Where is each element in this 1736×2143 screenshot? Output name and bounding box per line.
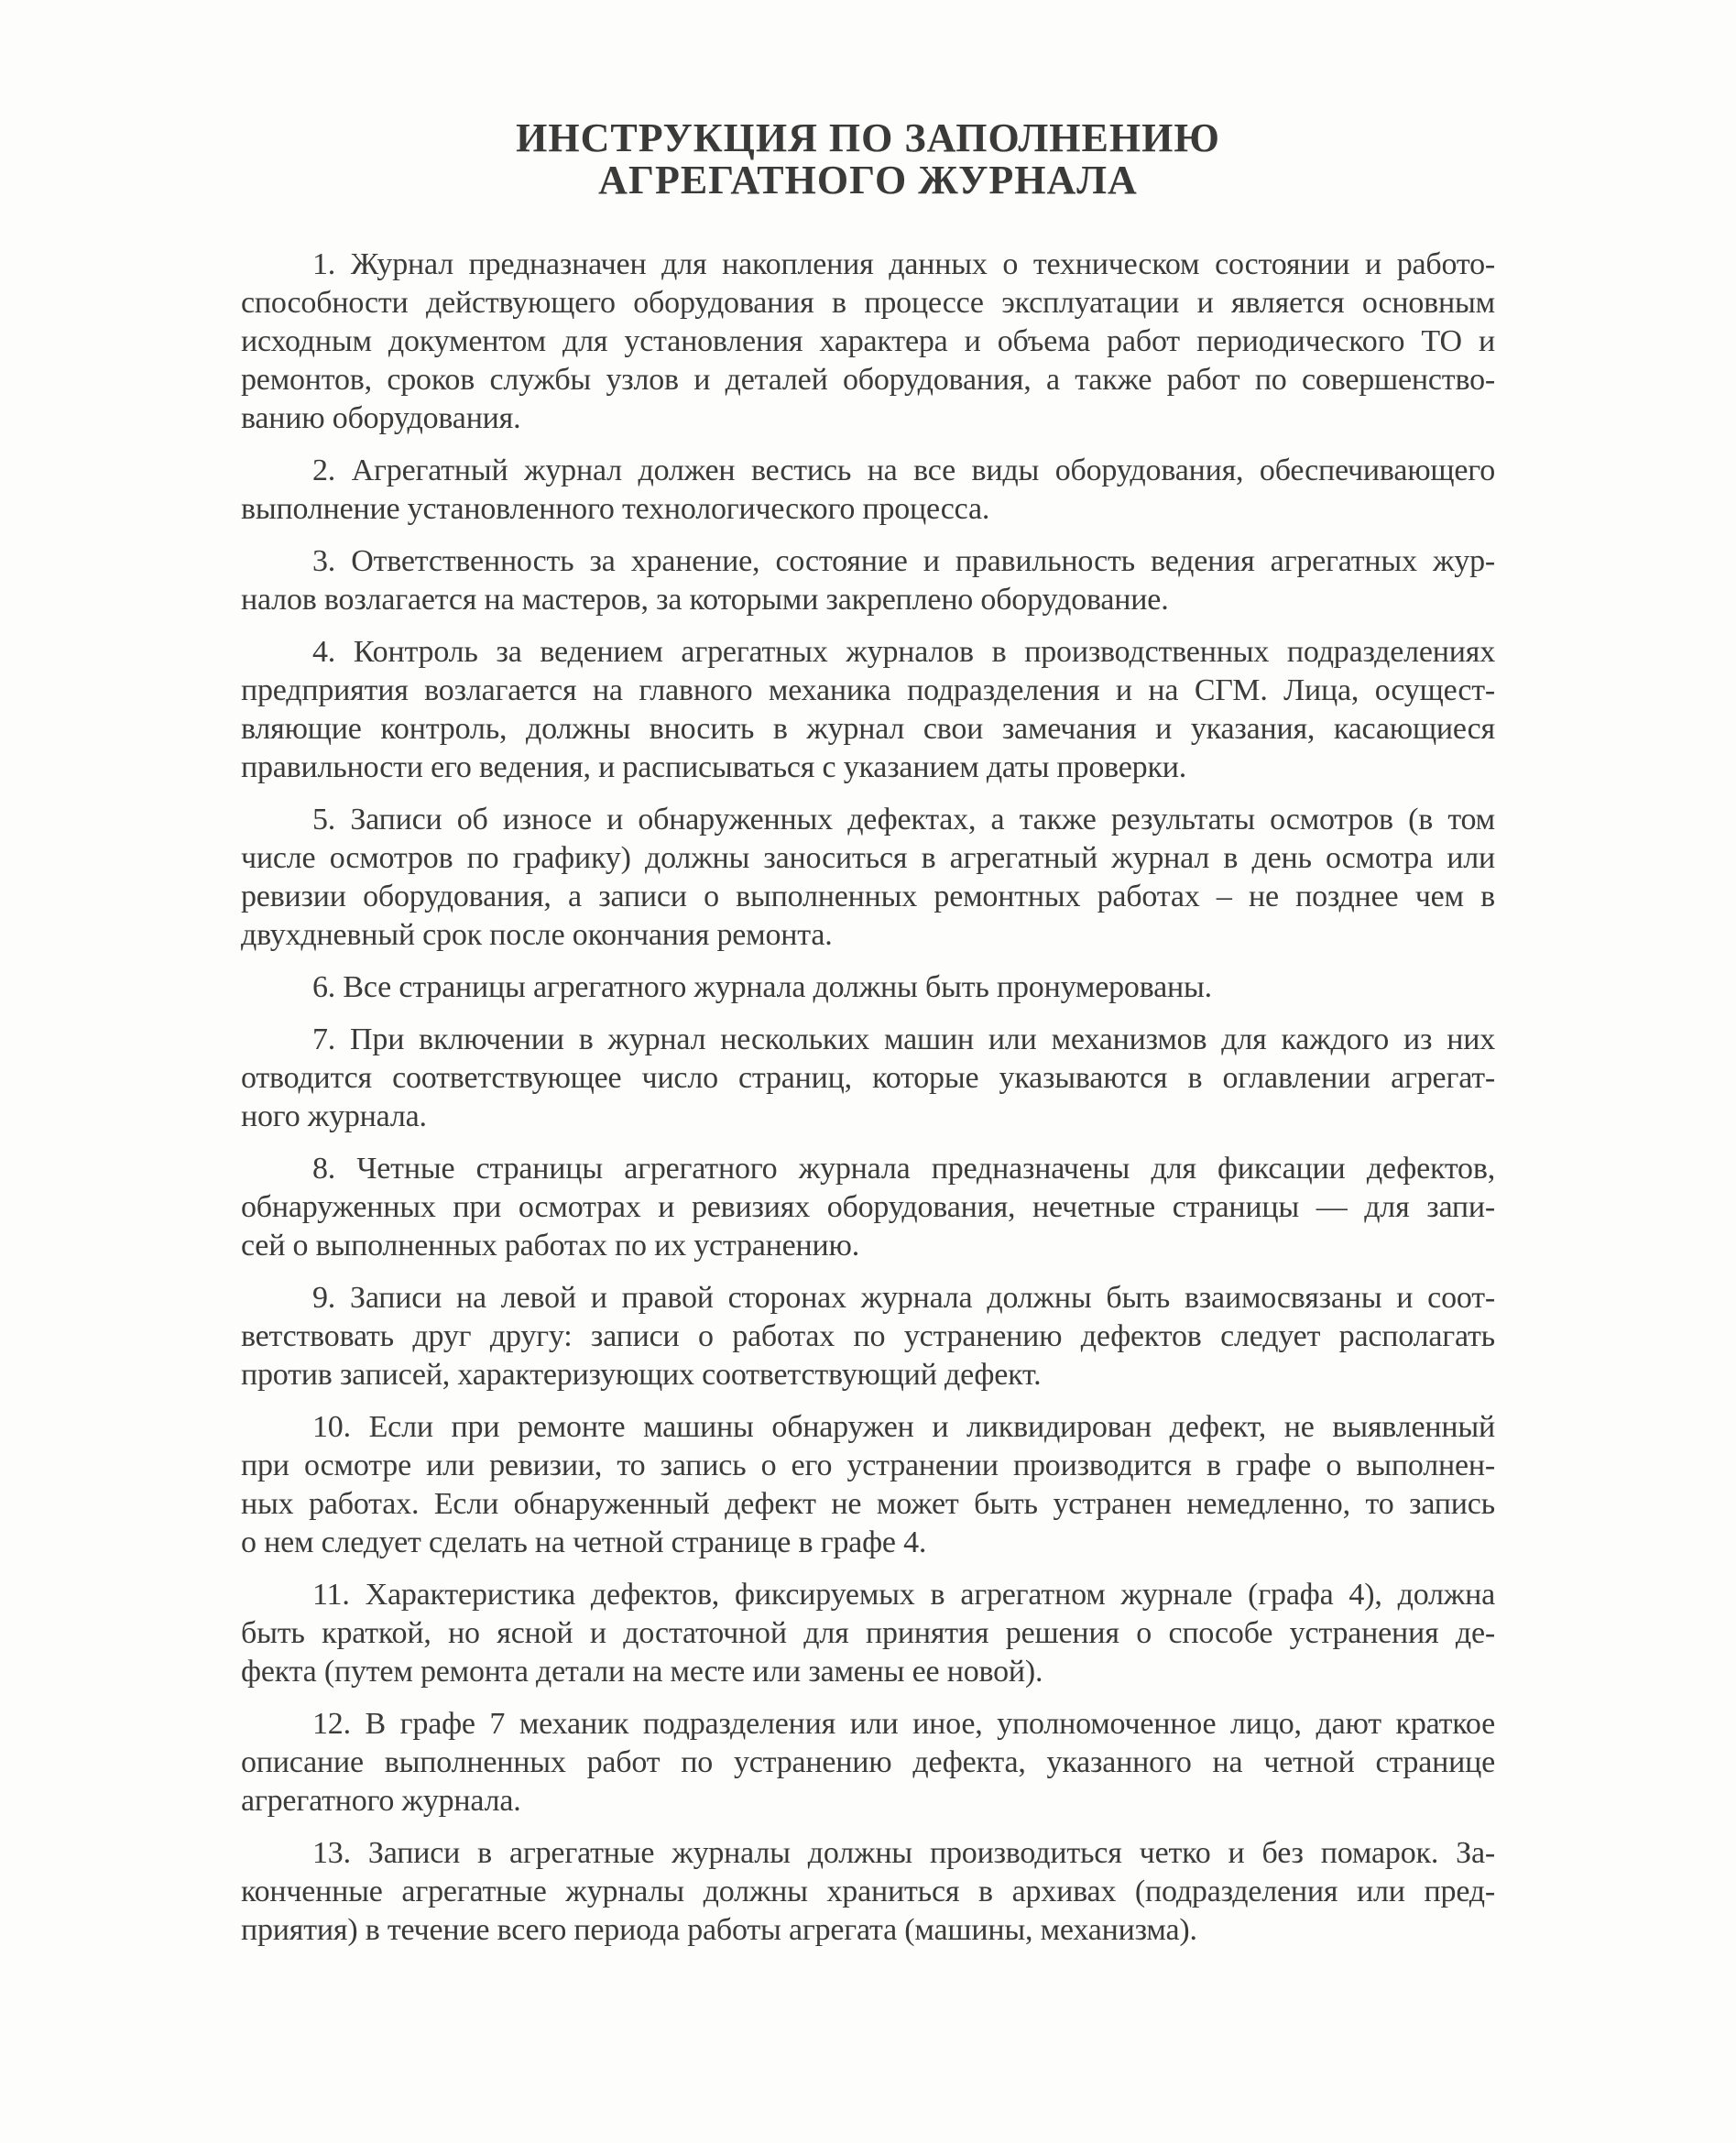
text-line: ремонтов, сроков службы узлов и деталей оборудования, а также работ по совершенство- bbox=[241, 363, 1495, 397]
text-line: 10. Если при ремонте машины обнаружен и ликвидирован дефект, не выявленный bbox=[312, 1410, 1495, 1444]
title-line-2: АГРЕГАТНОГО ЖУРНАЛА bbox=[598, 158, 1138, 202]
text-line: выполнение установленного технологического процесса. bbox=[241, 492, 990, 526]
paragraph-9 bbox=[241, 1279, 1495, 1394]
text-line: конченные агрегатные журналы должны храниться в архивах (подразделения или пред- bbox=[241, 1875, 1495, 1908]
text-line: вляющие контроль, должны вносить в журнал свои замечания и указания, касающиеся bbox=[241, 712, 1495, 746]
text-line: 3. Ответственность за хранение, состояние и правильность ведения агрегатных жур- bbox=[312, 544, 1495, 578]
paragraph-5 bbox=[241, 801, 1495, 955]
text-line: агрегатного журнала. bbox=[241, 1784, 521, 1818]
paragraph-6 bbox=[241, 968, 1495, 1007]
paragraph-11 bbox=[241, 1576, 1495, 1691]
text-line: двухдневный срок после окончания ремонта. bbox=[241, 918, 833, 952]
text-line: 2. Агрегатный журнал должен вестись на все виды оборудования, обеспечивающего bbox=[312, 454, 1495, 487]
text-line: 11. Характеристика дефектов, фиксируемых в агрегатном журнале (графа 4), должна bbox=[312, 1578, 1495, 1612]
paragraph-7 bbox=[241, 1021, 1495, 1136]
text-line: обнаруженных при осмотрах и ревизиях оборудования, нечетные страницы — для запи- bbox=[241, 1190, 1495, 1224]
text-line: приятия) в течение всего периода работы агрегата (машины, механизма). bbox=[241, 1913, 1197, 1947]
paragraph-8 bbox=[241, 1150, 1495, 1265]
document-body bbox=[241, 246, 1495, 1950]
text-line: 4. Контроль за ведением агрегатных журналов в производственных подразделениях bbox=[312, 635, 1495, 669]
text-line: 7. При включении в журнал нескольких машин или механизмов для каждого из них bbox=[312, 1022, 1495, 1056]
text-line: фекта (путем ремонта детали на месте или замены ее новой). bbox=[241, 1655, 1043, 1689]
text-line: описание выполненных работ по устранению дефекта, указанного на четной странице bbox=[241, 1745, 1495, 1779]
paragraph-10 bbox=[241, 1408, 1495, 1562]
text-line: ных работах. Если обнаруженный дефект не может быть устранен немедленно, то запись bbox=[241, 1487, 1495, 1521]
text-line: правильности его ведения, и расписываться с указанием даты проверки. bbox=[241, 750, 1187, 784]
text-line: сей о выполненных работах по их устранению. bbox=[241, 1229, 860, 1263]
paragraph-2 bbox=[241, 452, 1495, 529]
paragraph-1 bbox=[241, 246, 1495, 438]
text-line: предприятия возлагается на главного механика подразделения и на СГМ. Лица, осущест- bbox=[241, 673, 1495, 707]
text-line: 8. Четные страницы агрегатного журнала предназначены для фиксации дефектов, bbox=[312, 1152, 1495, 1186]
text-line: 1. Журнал предназначен для накопления данных о техническом состоянии и работо- bbox=[312, 247, 1495, 281]
text-line: 12. В графе 7 механик подразделения или иное, уполномоченное лицо, дают краткое bbox=[312, 1707, 1495, 1741]
text-line: ревизии оборудования, а записи о выполненных ремонтных работах – не позднее чем в bbox=[241, 880, 1495, 913]
title-line-1: ИНСТРУКЦИЯ ПО ЗАПОЛНЕНИЮ bbox=[516, 115, 1220, 160]
paragraph-4 bbox=[241, 633, 1495, 787]
text-line: способности действующего оборудования в процессе эксплуатации и является основным bbox=[241, 286, 1495, 320]
text-line: 13. Записи в агрегатные журналы должны производиться четко и без помарок. За- bbox=[312, 1836, 1495, 1870]
text-line: быть краткой, но ясной и достаточной для принятия решения о способе устранения де- bbox=[241, 1616, 1495, 1650]
paragraph-3 bbox=[241, 542, 1495, 619]
text-line: против записей, характеризующих соответствующий дефект. bbox=[241, 1358, 1042, 1392]
text-line: ветствовать друг другу: записи о работах по устранению дефектов следует располагать bbox=[241, 1319, 1495, 1353]
paragraph-13 bbox=[241, 1834, 1495, 1950]
text-line: числе осмотров по графику) должны заноситься в агрегатный журнал в день осмотра или bbox=[241, 841, 1495, 875]
text-line: 9. Записи на левой и правой сторонах журнала должны быть взаимосвязаны и соот- bbox=[312, 1281, 1495, 1315]
text-line: отводится соответствующее число страниц, которые указываются в оглавлении агрегат- bbox=[241, 1061, 1495, 1095]
text-line: ного журнала. bbox=[241, 1099, 427, 1133]
paragraph-12 bbox=[241, 1705, 1495, 1820]
text-line: 5. Записи об износе и обнаруженных дефектах, а также результаты осмотров (в том bbox=[312, 803, 1495, 836]
text-line: ванию оборудования. bbox=[241, 401, 521, 435]
text-line: исходным документом для установления характера и объема работ периодического ТО и bbox=[241, 324, 1495, 358]
text-line: о нем следует сделать на четной странице в графе 4. bbox=[241, 1525, 927, 1559]
text-line: при осмотре или ревизии, то запись о его устранении производится в графе о выполнен- bbox=[241, 1449, 1495, 1482]
document-title bbox=[241, 117, 1495, 202]
text-line: 6. Все страницы агрегатного журнала должны быть пронумерованы. bbox=[312, 970, 1212, 1004]
text-line: налов возлагается на мастеров, за которыми закреплено оборудование. bbox=[241, 583, 1169, 617]
